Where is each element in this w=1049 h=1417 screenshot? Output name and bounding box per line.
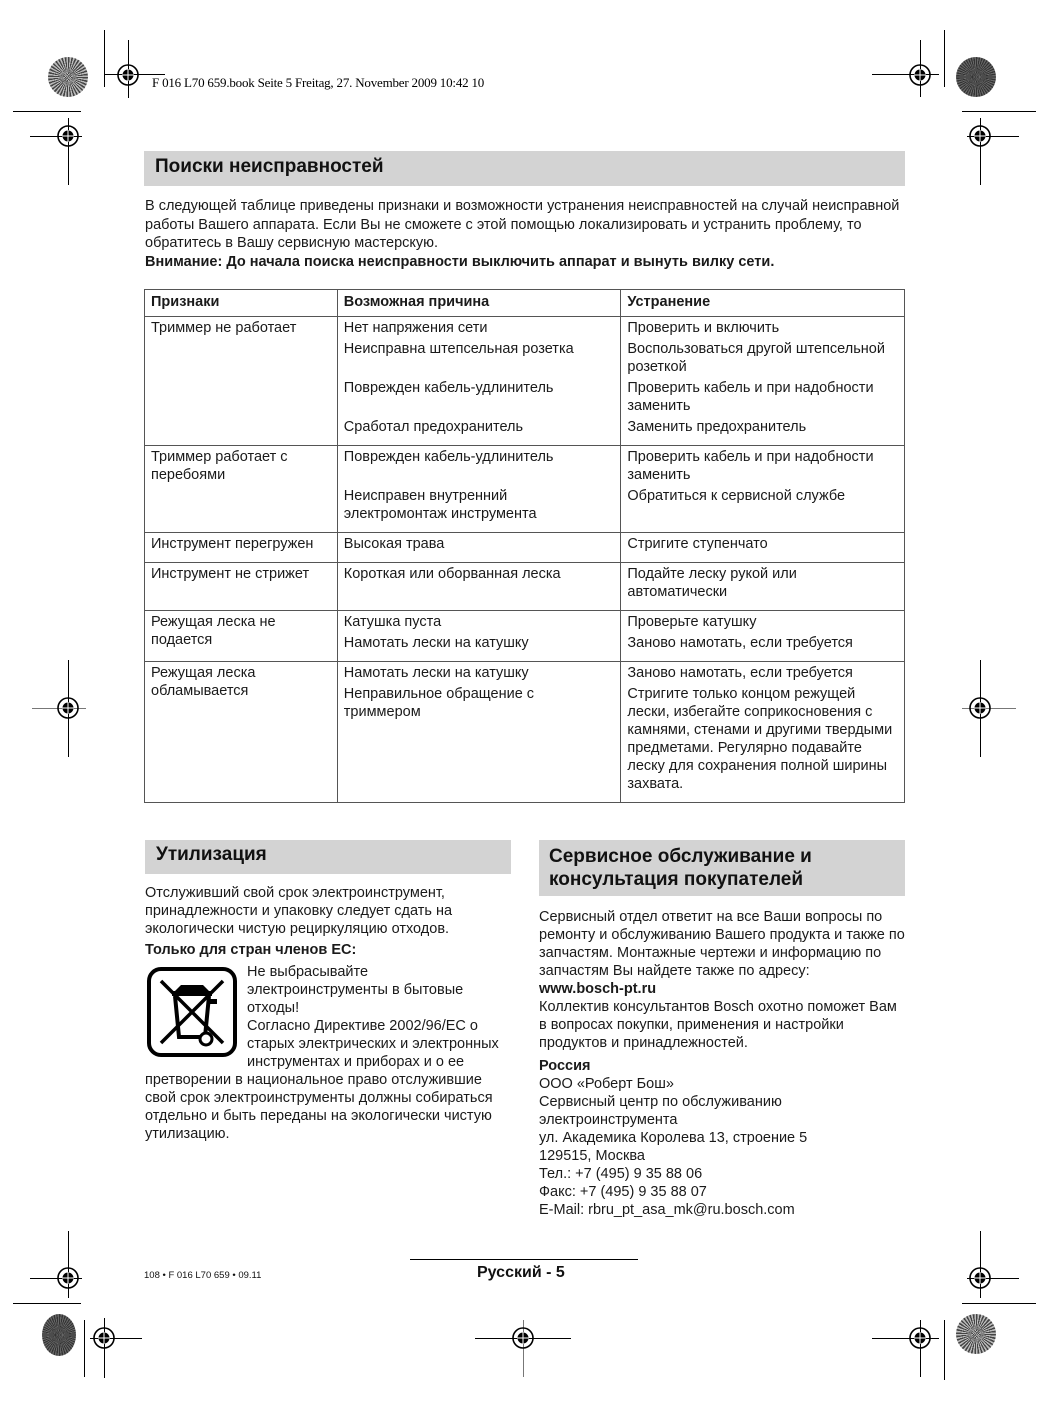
cause-item: Нет напряжения сети — [343, 320, 488, 336]
eu-directive-text: Согласно Директиве 2002/96/ЕС о старых электрических и электронных инструментах и приборах и о ее претворении в национальное право отслужившие свой срок электроинструменты должны собираться отдельно и быть переданы на экологически чистую утилизацию. — [145, 1018, 499, 1142]
remedy-item: Проверить кабель и при надобности заменить — [627, 380, 874, 414]
crop-line — [962, 111, 1036, 112]
cause-cell — [337, 317, 621, 446]
table-header-row — [145, 290, 905, 317]
troubleshooting-header — [144, 151, 905, 186]
crop-line — [944, 30, 945, 87]
cause-item: Намотать лески на катушку — [343, 665, 529, 681]
crop-line — [962, 1303, 1036, 1304]
cause-item: Неисправна штепсельная розетка — [343, 341, 574, 357]
remedy-cell — [621, 446, 905, 533]
crop-line — [84, 1320, 85, 1377]
remedy-cell — [621, 533, 905, 563]
starburst-mark-top-right — [956, 57, 996, 97]
cause-cell — [337, 563, 621, 611]
eu-notice — [145, 963, 511, 1143]
cause-cell — [337, 533, 621, 563]
eu-heading: Только для стран членов ЕС: — [145, 942, 357, 958]
crop-line — [944, 1320, 945, 1380]
symptom-cell: Инструмент перегружен — [145, 533, 338, 563]
service-country: Россия — [539, 1058, 591, 1074]
remedy-item: Проверить и включить — [627, 320, 780, 336]
remedy-item: Стригите только концом режущей лески, избегайте соприкосновения с камнями, стенами и другими твердыми предметами. Регулярно подавайте леску для сохранения полной ширины захвата. — [627, 686, 893, 792]
footer-document-code: 108 • F 016 L70 659 • 09.11 — [144, 1270, 262, 1281]
disposal-text: Отслуживший свой срок электроинструмент, принадлежности и упаковку следует сдать на экологически чистую рециркуляцию отходов. — [145, 885, 453, 937]
symptom-cell: Триммер не работает — [145, 317, 338, 446]
cause-item: Сработал предохранитель — [343, 419, 524, 435]
cause-item: Намотать лески на катушку — [343, 635, 529, 651]
remedy-item: Проверьте катушку — [627, 614, 757, 630]
footer-rule — [410, 1259, 638, 1260]
eu-warning-text: Не выбрасывайте электроинструменты в бытовые отходы! — [247, 964, 464, 1016]
address-line: ООО «Роберт Бош» — [539, 1076, 674, 1092]
column-header-cause: Возможная причина — [337, 290, 621, 317]
service-website-link[interactable]: www.bosch-pt.ru — [539, 981, 657, 997]
disposal-section — [145, 840, 511, 1143]
registration-mark — [56, 124, 80, 148]
registration-mark — [968, 124, 992, 148]
symptom-cell: Инструмент не стрижет — [145, 563, 338, 611]
column-header-symptom: Признаки — [145, 290, 338, 317]
remedy-item: Проверить кабель и при надобности заменить — [627, 449, 874, 483]
cause-item: Короткая или оборванная леска — [343, 566, 561, 582]
disposal-title: Утилизация — [156, 844, 267, 865]
intro-text: В следующей таблице приведены признаки и возможности устранения неисправностей на случай неисправной работы Вашего аппарата. Если Вы не сможете с этой помощью локализировать и устранить проблему, то обратитесь в Вашу сервисную мастерскую. — [145, 198, 900, 251]
table-row — [145, 563, 905, 611]
remedy-cell — [621, 611, 905, 662]
remedy-item: Стригите ступенчато — [627, 536, 768, 552]
symptom-cell: Режущая леска обламывается — [145, 662, 338, 803]
cause-item: Поврежден кабель-удлинитель — [343, 449, 554, 465]
service-text: Сервисный отдел ответит на все Ваши вопросы по ремонту и обслуживанию Вашего продукта и также по запчастям. Монтажные чертежи и информацию по запчастям Вы найдете также по адресу: — [539, 909, 905, 979]
cause-item: Неисправен внутренний электромонтаж инструмента — [343, 488, 537, 522]
table-row — [145, 662, 905, 803]
cause-item: Неправильное обращение с триммером — [343, 686, 535, 720]
registration-mark — [56, 696, 80, 720]
service-section — [539, 840, 905, 1219]
starburst-mark-top-left — [48, 57, 88, 97]
registration-mark — [968, 696, 992, 720]
symptom-cell: Триммер работает с перебоями — [145, 446, 338, 533]
safety-warning: Внимание: До начала поиска неисправности выключить аппарат и вынуть вилку сети. — [145, 253, 775, 270]
registration-mark — [968, 1266, 992, 1290]
symptom-cell: Режущая леска не подается — [145, 611, 338, 662]
address-line: 129515, Москва — [539, 1148, 645, 1164]
table-row — [145, 533, 905, 563]
service-consultants-text: Коллектив консультантов Bosch охотно поможет Вам в вопросах покупки, применения и настройки продуктов и принадлежностей. — [539, 999, 897, 1051]
disposal-header — [145, 840, 511, 874]
service-title: Сервисное обслуживание и консультация покупателей — [549, 846, 812, 890]
registration-mark — [116, 63, 140, 87]
remedy-item: Воспользоваться другой штепсельной розеткой — [627, 341, 885, 375]
starburst-mark-bottom-left — [42, 1314, 76, 1356]
remedy-item: Заменить предохранитель — [627, 419, 807, 435]
starburst-mark-bottom-right — [956, 1314, 996, 1354]
remedy-cell — [621, 662, 905, 803]
print-slug: F 016 L70 659.book Seite 5 Freitag, 27. November 2009 10:42 10 — [152, 75, 485, 90]
footer-page-label: Русский - 5 — [477, 1264, 565, 1281]
table-row — [145, 317, 905, 446]
crop-line — [13, 111, 81, 112]
remedy-item: Заново намотать, если требуется — [627, 635, 853, 651]
remedy-item: Заново намотать, если требуется — [627, 665, 853, 681]
troubleshooting-title: Поиски неисправностей — [155, 156, 384, 177]
crossed-out-wheelie-bin-icon — [145, 965, 239, 1059]
troubleshooting-table — [144, 289, 905, 803]
cause-cell — [337, 662, 621, 803]
column-header-remedy: Устранение — [621, 290, 905, 317]
cause-cell — [337, 446, 621, 533]
registration-mark — [908, 1326, 932, 1350]
address-line: ул. Академика Королева 13, строение 5 — [539, 1130, 808, 1146]
cause-item: Катушка пуста — [343, 614, 442, 630]
cause-cell — [337, 611, 621, 662]
service-header — [539, 840, 905, 896]
remedy-item: Обратиться к сервисной службе — [627, 488, 846, 504]
crop-line — [13, 1303, 81, 1304]
table-row — [145, 446, 905, 533]
fax-number: Факс: +7 (495) 9 35 88 07 — [539, 1184, 707, 1200]
remedy-cell — [621, 563, 905, 611]
cause-item: Поврежден кабель-удлинитель — [343, 380, 554, 396]
email-address[interactable]: E-Mail: rbru_pt_asa_mk@ru.bosch.com — [539, 1202, 795, 1218]
address-line: Сервисный центр по обслуживанию электроинструмента — [539, 1094, 782, 1128]
remedy-item: Подайте леску рукой или автоматически — [627, 566, 797, 600]
troubleshooting-intro — [145, 197, 905, 271]
registration-mark — [511, 1326, 535, 1350]
crop-line — [104, 30, 105, 87]
phone-number: Тел.: +7 (495) 9 35 88 06 — [539, 1166, 703, 1182]
registration-mark — [56, 1266, 80, 1290]
table-row — [145, 611, 905, 662]
cause-item: Высокая трава — [343, 536, 445, 552]
remedy-cell — [621, 317, 905, 446]
registration-mark — [92, 1326, 116, 1350]
registration-mark — [908, 63, 932, 87]
